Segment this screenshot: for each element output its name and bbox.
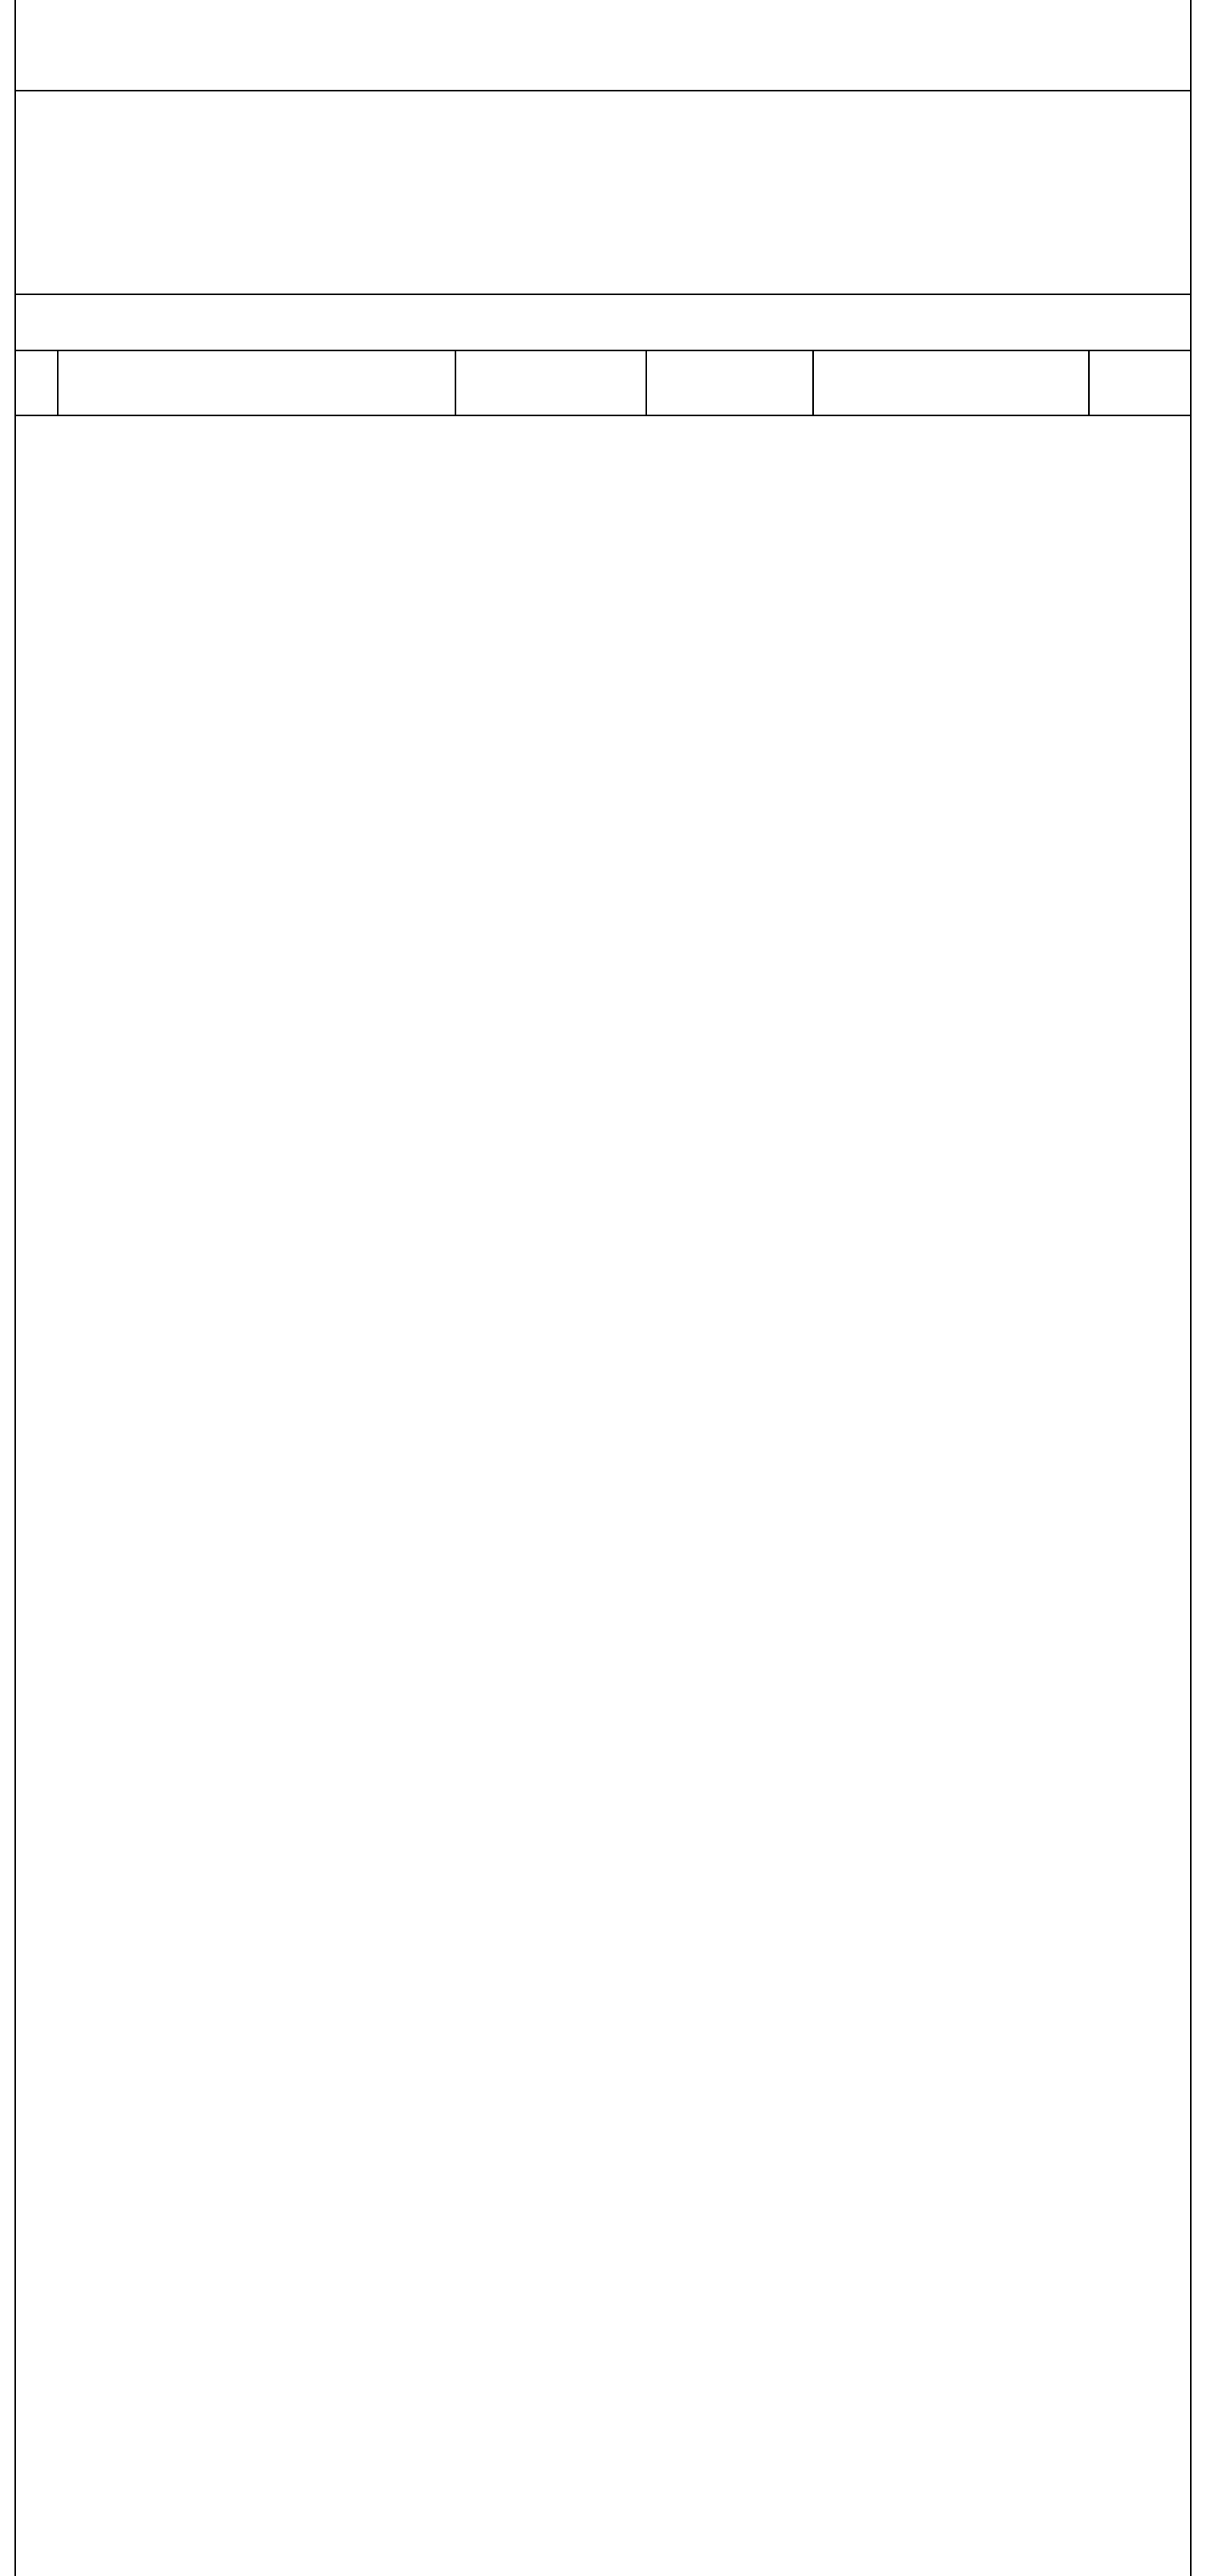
announcement-document bbox=[14, 0, 1192, 2576]
header-company-type bbox=[455, 351, 646, 415]
document-title bbox=[16, 0, 1190, 91]
header-index bbox=[16, 351, 58, 415]
permit-table bbox=[16, 351, 1190, 416]
intro-paragraph bbox=[16, 91, 1190, 295]
header-company-name bbox=[58, 351, 455, 415]
header-decision bbox=[1089, 351, 1190, 415]
header-permit-type bbox=[646, 351, 813, 415]
table-header-row bbox=[16, 351, 1190, 415]
section-title bbox=[16, 295, 1190, 351]
header-application-content bbox=[813, 351, 1089, 415]
